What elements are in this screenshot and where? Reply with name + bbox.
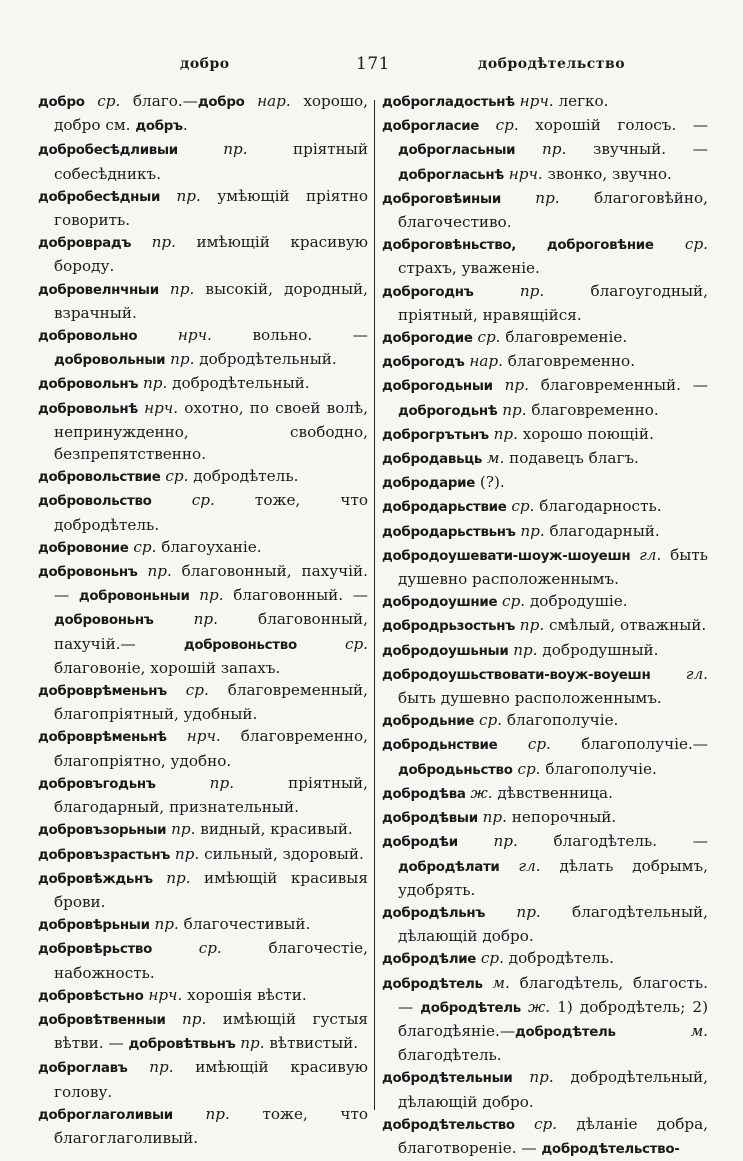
- headword: доброговѣиныи: [382, 191, 501, 207]
- definition-text: добродѣтельный.: [167, 374, 310, 393]
- headword: добровоньныи: [78, 589, 190, 605]
- part-of-speech: ж.: [520, 997, 551, 1016]
- definition-text: благовонный. —: [223, 586, 368, 605]
- definition-text: благодѣтель. —: [517, 832, 708, 851]
- part-of-speech: пр.: [153, 610, 218, 629]
- part-of-speech: ср.: [476, 949, 504, 968]
- definition-text: хорошій голосъ. —: [518, 116, 709, 135]
- headword: добродѣтельныи: [382, 1071, 513, 1087]
- headword: доброгодъ: [382, 355, 465, 371]
- part-of-speech: ср.: [296, 634, 369, 653]
- headword: добровѣждьнъ: [38, 871, 153, 887]
- headword: добродѣва: [382, 786, 466, 802]
- dictionary-entry: [382, 374, 708, 422]
- definition-text: благополучіе.: [540, 759, 657, 778]
- definition-text: благо.—: [120, 92, 198, 110]
- headword: добровѣрьство: [38, 942, 153, 958]
- dictionary-entry: [38, 843, 368, 867]
- definition-text: благовоніе, хорошій запахъ.: [54, 658, 281, 677]
- headword: доброгласьнѣ: [398, 167, 504, 183]
- part-of-speech: гл.: [499, 856, 541, 875]
- part-of-speech: пр.: [138, 374, 168, 393]
- part-of-speech: нрч.: [143, 985, 183, 1004]
- dictionary-entry: [382, 1066, 708, 1112]
- dictionary-entry: [382, 90, 708, 114]
- column-divider: [374, 100, 375, 1110]
- definition-text: благовременно.: [526, 400, 659, 419]
- dictionary-entry: [382, 280, 708, 326]
- definition-text: быть душевно расположеннымъ.: [398, 545, 708, 589]
- part-of-speech: пр.: [235, 1034, 265, 1053]
- definition-text: добродѣтельный.: [194, 350, 337, 369]
- part-of-speech: ср.: [479, 116, 519, 135]
- definition-text: хорошія вѣсти.: [182, 985, 307, 1004]
- definition-text: благоугодный, пріятный, нравящійся.: [398, 281, 708, 324]
- part-of-speech: ср.: [152, 939, 222, 958]
- dictionary-entry: [382, 663, 708, 709]
- dictionary-entry: [38, 231, 368, 277]
- definition-text: охотно, по своей волѣ, непринужденно, свободно, безпрепятственно.: [54, 398, 368, 464]
- headword: добродьние: [382, 714, 475, 730]
- definition-text: благодѣтель, благость.—: [398, 973, 708, 1016]
- headword: доброглаголивыи: [38, 1107, 173, 1123]
- dictionary-entry: [382, 233, 708, 279]
- definition-text: .: [182, 116, 188, 135]
- definition-text: благодарность.: [534, 497, 662, 516]
- definition-text: благодарный.: [544, 521, 660, 540]
- part-of-speech: нрч.: [137, 398, 179, 417]
- page-header: [0, 56, 743, 82]
- headword: добродѣтель: [515, 1024, 616, 1040]
- dictionary-entry: [38, 560, 368, 679]
- part-of-speech: пр.: [497, 400, 527, 419]
- dictionary-entry: [382, 326, 708, 350]
- headword: добродѣи: [382, 835, 458, 851]
- part-of-speech: м.: [615, 1021, 708, 1040]
- part-of-speech: пр.: [508, 640, 538, 659]
- headword: доброгодьныи: [382, 379, 493, 395]
- dictionary-entry: [382, 733, 708, 781]
- part-of-speech: ср.: [512, 759, 541, 778]
- dictionary-entry: [38, 536, 368, 560]
- headword: добровоньнъ: [54, 613, 154, 629]
- dictionary-entry: [382, 423, 708, 447]
- dictionary-entry: [38, 278, 368, 324]
- headword: доброврадъ: [38, 236, 132, 252]
- definition-text: благовременно.: [502, 352, 636, 371]
- dictionary-entry: [38, 1056, 368, 1102]
- headword: доброгодие: [382, 331, 473, 347]
- headword: добровольнѣ: [38, 401, 138, 417]
- part-of-speech: ср.: [151, 491, 215, 510]
- headword: добровелнчныи: [38, 282, 159, 298]
- definition-text: дѣланіе добра, благотвореніе. —: [398, 1114, 708, 1157]
- definition-text: подавецъ благъ.: [504, 449, 639, 468]
- headword: добродавьць: [382, 452, 483, 468]
- definition-text: благовременный. —: [528, 376, 708, 395]
- left-running-head: добро: [180, 56, 230, 72]
- dictionary-entry: [382, 972, 708, 1067]
- definition-text: высокій, дородный, взрачный.: [54, 279, 368, 322]
- part-of-speech: пр.: [127, 1058, 174, 1077]
- headword: добродрьзостьнъ: [382, 619, 515, 635]
- right-column: [382, 90, 708, 1161]
- headword: добро: [38, 95, 85, 110]
- part-of-speech: пр.: [152, 868, 191, 887]
- dictionary-entry: [382, 947, 708, 971]
- definition-text: вѣтвистый.: [264, 1034, 359, 1053]
- definition-text: хорошо, добро см.: [54, 92, 368, 135]
- part-of-speech: пр.: [515, 140, 567, 159]
- part-of-speech: пр.: [170, 844, 200, 863]
- definition-text: добродушіе.: [525, 592, 628, 611]
- part-of-speech: пр.: [473, 281, 545, 300]
- headword: добродѣтель: [382, 976, 483, 992]
- headword: добродѣвыи: [382, 811, 478, 827]
- part-of-speech: пр.: [514, 616, 545, 635]
- part-of-speech: пр.: [158, 279, 195, 298]
- part-of-speech: пр.: [512, 1068, 554, 1087]
- definition-text: благодѣтельный, дѣлающій добро.: [398, 902, 708, 946]
- headword: доброврѣменьнъ: [38, 684, 167, 700]
- headword: доброгласьныи: [398, 143, 516, 159]
- headword: добродѣлие: [382, 952, 477, 968]
- part-of-speech: пр.: [149, 915, 179, 934]
- headword: доброглавъ: [38, 1061, 128, 1077]
- headword: добродѣтельство-: [541, 1141, 680, 1157]
- headword: добродоушьствовати-воуж-воуешн: [382, 667, 651, 683]
- headword: добровѣтвьнъ: [128, 1037, 236, 1053]
- headword: добродѣтельство: [382, 1117, 515, 1133]
- dictionary-entry: [38, 90, 368, 138]
- dictionary-entry: [382, 520, 708, 544]
- headword: добродоушние: [382, 595, 498, 611]
- dictionary-entry: [38, 984, 368, 1008]
- dictionary-entry: [382, 471, 708, 495]
- part-of-speech: ср.: [84, 92, 121, 110]
- dictionary-entry: [382, 639, 708, 663]
- headword: добродоушьныи: [382, 643, 509, 659]
- definition-text: имѣющій густыя вѣтви. —: [54, 1009, 368, 1053]
- part-of-speech: ср.: [514, 1114, 558, 1133]
- part-of-speech: пр.: [492, 376, 529, 395]
- part-of-speech: пр.: [500, 188, 560, 207]
- definition-text: добродѣтель.: [188, 467, 299, 486]
- headword: добродѣтель: [420, 1000, 521, 1016]
- part-of-speech: пр.: [172, 1104, 230, 1123]
- headword: добродьнствие: [382, 738, 498, 754]
- part-of-speech: ср.: [497, 735, 551, 754]
- headword: добровольство: [38, 494, 152, 510]
- definition-text: пріятный, благодарный, признательный.: [54, 773, 368, 817]
- part-of-speech: ср.: [506, 497, 535, 516]
- headword: добровольнъ: [38, 377, 139, 393]
- part-of-speech: пр.: [457, 832, 518, 851]
- headword: добровѣстьно: [38, 988, 144, 1004]
- headword: добръ: [135, 119, 183, 135]
- page-number: 171: [356, 54, 390, 74]
- definition-text: благовременіе.: [500, 328, 628, 347]
- definition-text: благоговѣйно, благочестиво.: [398, 188, 708, 232]
- part-of-speech: гл.: [630, 545, 662, 564]
- headword: доброгласие: [382, 119, 480, 135]
- headword: добродьньство: [398, 762, 513, 778]
- dictionary-entry: [38, 679, 368, 725]
- headword: добродарьствьнъ: [382, 524, 516, 540]
- part-of-speech: ср.: [160, 467, 189, 486]
- part-of-speech: пр.: [131, 233, 176, 252]
- dictionary-entry: [382, 1113, 708, 1161]
- definition-text: добродушный.: [537, 640, 659, 659]
- dictionary-entry: [382, 447, 708, 471]
- dictionary-entry: [382, 350, 708, 374]
- part-of-speech: ср.: [474, 711, 503, 730]
- headword: доброговѣньство, доброговѣние: [382, 238, 654, 254]
- dictionary-entry: [382, 709, 708, 733]
- dictionary-entry: [382, 114, 708, 187]
- headword: доброгодьнѣ: [398, 403, 498, 419]
- part-of-speech: пр.: [165, 350, 195, 369]
- part-of-speech: пр.: [515, 521, 545, 540]
- part-of-speech: пр.: [189, 586, 224, 605]
- headword: добро: [197, 95, 245, 110]
- part-of-speech: нрч.: [166, 727, 221, 746]
- dictionary-entry: [38, 1103, 368, 1149]
- part-of-speech: нрч.: [503, 164, 543, 183]
- part-of-speech: пр.: [488, 424, 518, 443]
- part-of-speech: ж.: [465, 783, 493, 802]
- headword: добровоньство: [183, 637, 297, 653]
- dictionary-entry: [38, 138, 368, 184]
- dictionary-entry: [382, 782, 708, 806]
- part-of-speech: пр.: [177, 140, 248, 159]
- definition-text: легко.: [553, 92, 609, 110]
- part-of-speech: гл.: [650, 664, 708, 683]
- definition-text: сильный, здоровый.: [199, 844, 364, 863]
- dictionary-entry: [382, 901, 708, 947]
- headword: добровъгодьнъ: [38, 776, 156, 792]
- headword: добробесѣдныи: [38, 189, 161, 205]
- headword: доброгладостьнѣ: [382, 95, 515, 110]
- headword: добровольныи: [54, 353, 166, 369]
- headword: добродѣльнъ: [382, 905, 486, 921]
- dictionary-entry: [38, 489, 368, 535]
- definition-text: дѣлать добрымъ, удобрять.: [398, 856, 708, 899]
- part-of-speech: нрч.: [514, 92, 554, 110]
- definition-text: страхъ, уваженіе.: [398, 259, 540, 278]
- dictionary-entry: [38, 867, 368, 913]
- headword: добровѣтвенныи: [38, 1012, 166, 1028]
- definition-text: имѣющій красивую голову.: [54, 1058, 368, 1101]
- definition-text: (?).: [475, 473, 505, 492]
- right-running-head: добродѣтельство: [478, 56, 626, 72]
- definition-text: вольно. —: [211, 326, 368, 345]
- definition-text: умѣющій пріятно говорить.: [54, 186, 368, 230]
- definition-text: благополучіе.—: [550, 735, 708, 754]
- headword: добровоньнъ: [38, 565, 138, 581]
- dictionary-entry: [382, 806, 708, 830]
- headword: добровольствие: [38, 470, 161, 486]
- definition-text: непорочный.: [506, 808, 617, 827]
- dictionary-entry: [38, 1008, 368, 1056]
- dictionary-entry: [382, 544, 708, 590]
- definition-text: видный, красивый.: [195, 820, 353, 839]
- part-of-speech: нар.: [244, 92, 291, 110]
- definition-text: имѣющій красивыя брови.: [54, 868, 368, 911]
- part-of-speech: нар.: [464, 352, 503, 371]
- part-of-speech: пр.: [165, 1009, 207, 1028]
- headword: добродѣлати: [398, 859, 500, 875]
- part-of-speech: пр.: [166, 820, 196, 839]
- definition-text: благоуханіе.: [156, 537, 262, 556]
- part-of-speech: ср.: [472, 328, 501, 347]
- headword: добровольно: [38, 329, 138, 345]
- definition-text: звонко, звучно.: [542, 164, 672, 183]
- definition-text: звучный. —: [566, 140, 708, 159]
- definition-text: благополучіе.: [502, 711, 619, 730]
- headword: добродоушевати-шоуж-шоуешн: [382, 548, 631, 564]
- definition-text: тоже, что благоглаголивый.: [54, 1104, 368, 1147]
- definition-text: пріятный собесѣдникъ.: [54, 140, 368, 183]
- definition-text: быть душевно расположеннымъ.: [398, 689, 662, 708]
- dictionary-entry: [38, 465, 368, 489]
- definition-text: благовременный, благопріятный, удобный.: [54, 681, 368, 724]
- headword: добробесѣдливыи: [38, 143, 178, 159]
- headword: доброгоднъ: [382, 284, 474, 300]
- part-of-speech: пр.: [155, 773, 235, 792]
- definition-text: имѣющій красивую бороду.: [54, 233, 368, 276]
- headword: добровѣрьныи: [38, 918, 150, 934]
- definition-text: хорошо поющій.: [517, 424, 654, 443]
- dictionary-entry: [382, 187, 708, 233]
- definition-text: благодѣтель.: [398, 1046, 502, 1065]
- dictionary-entry: [38, 185, 368, 231]
- dictionary-entry: [38, 397, 368, 466]
- definition-text: благочестіе, набожность.: [54, 939, 369, 982]
- definition-text: благовонный, пахучій.—: [54, 610, 368, 653]
- part-of-speech: ср.: [497, 592, 526, 611]
- dictionary-entry: [38, 324, 368, 372]
- dictionary-entry: [382, 830, 708, 901]
- definition-text: благовонный, пахучій. —: [54, 562, 368, 605]
- definition-text: дѣвственница.: [492, 783, 613, 802]
- headword: добровъзорьныи: [38, 823, 167, 839]
- dictionary-entry: [38, 772, 368, 818]
- part-of-speech: пр.: [477, 808, 507, 827]
- part-of-speech: ср.: [166, 681, 209, 700]
- part-of-speech: пр.: [160, 186, 201, 205]
- part-of-speech: м.: [482, 449, 505, 468]
- part-of-speech: нрч.: [137, 326, 212, 345]
- dictionary-entry: [382, 614, 708, 638]
- dictionary-entry: [38, 937, 368, 983]
- dictionary-entry: [382, 590, 708, 614]
- headword: добродарие: [382, 476, 476, 492]
- dictionary-entry: [38, 913, 368, 937]
- part-of-speech: ср.: [653, 235, 708, 254]
- headword: доброгрътьнъ: [382, 427, 489, 443]
- part-of-speech: ср.: [128, 537, 157, 556]
- headword: добровъзрастьнъ: [38, 847, 171, 863]
- left-column: [38, 90, 368, 1149]
- part-of-speech: м.: [482, 973, 510, 992]
- dictionary-entry: [38, 372, 368, 396]
- definition-text: добродѣтель.: [503, 949, 614, 968]
- headword: добродарьствие: [382, 500, 507, 516]
- dictionary-entry: [38, 725, 368, 771]
- definition-text: благочестивый.: [178, 915, 311, 934]
- definition-text: благовременно, благопріятно, удобно.: [54, 727, 368, 770]
- definition-text: тоже, что добродѣтель.: [54, 491, 368, 534]
- headword: добровоние: [38, 540, 129, 556]
- part-of-speech: пр.: [137, 562, 172, 581]
- dictionary-entry: [38, 818, 368, 842]
- definition-text: 1) добродѣтель; 2) благодѣяніе.—: [398, 997, 708, 1040]
- headword: доброврѣменьнѣ: [38, 730, 167, 746]
- dictionary-entry: [382, 495, 708, 519]
- part-of-speech: пр.: [485, 902, 541, 921]
- definition-text: добродѣтельный, дѣлающій добро.: [398, 1068, 708, 1111]
- definition-text: смѣлый, отважный.: [544, 616, 707, 635]
